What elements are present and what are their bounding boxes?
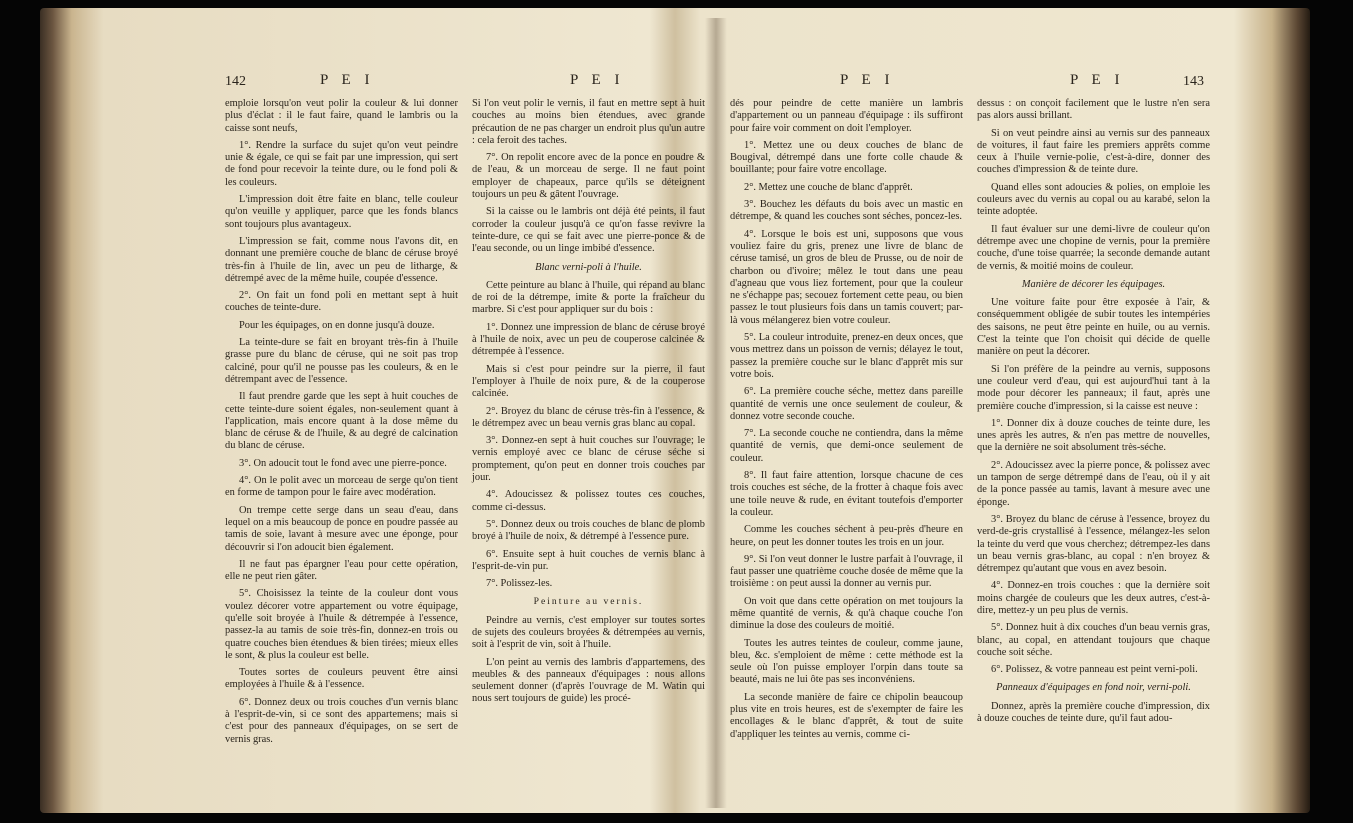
left-page-number: 142	[225, 74, 246, 89]
paragraph: 6°. La première couche séche, mettez dans pareille quantité de vernis une once seulement de couleur, & donnez votre seconde couche.	[730, 386, 963, 422]
paragraph: 6°. Ensuite sept à huit couches de vernis blanc à l'esprit-de-vin pur.	[472, 548, 705, 572]
paragraph: Comme les couches séchent à peu-près d'heure en heure, on peut les donner toutes les trois en un jour.	[730, 524, 963, 548]
paragraph: 5°. Donnez deux ou trois couches de blanc de plomb broyé à l'huile de noix, & détrempé à l'essence pure.	[472, 518, 705, 543]
left-column-2	[472, 98, 705, 751]
paragraph: La seconde manière de faire ce chipolin beaucoup plus vite en trois heures, est de s'exempter de faire les encollages & le blanc d'apprêt, & tout de suite d'appliquer les teintes au vernis, comme ci-	[730, 691, 963, 740]
paragraph: 9°. Si l'on veut donner le lustre parfait à l'ouvrage, il faut passer une quatrième couche dosée de même que la troisième : on peut aussi la donner au vernis pur.	[730, 553, 963, 590]
book-gutter	[705, 18, 727, 808]
paragraph: Il faut prendre garde que les sept à huit couches de cette teinte-dure soient égales, non-seulement quant à l'application, mais encore quant à la dose même du blanc de céruse & de l'huile, & au degré de calcination du blanc de céruse.	[225, 391, 458, 452]
right-column-1	[730, 98, 963, 746]
paragraph: L'impression se fait, comme nous l'avons dit, en donnant une première couche de blanc de céruse broyé très-fin à l'huile de lin, avec un peu de litharge, & détrempé avec de la même huile, coupée d'essence.	[225, 235, 458, 284]
paragraph: Toutes les autres teintes de couleur, comme jaune, bleu, &c. s'emploient de même : cette méthode est la seule où l'on puisse employer l'orpin dans toute sa beauté, mais ne lui ôte pas ses inconvéniens.	[730, 637, 963, 686]
paragraph: Si l'on veut polir le vernis, il faut en mettre sept à huit couches au moins bien étendues, avec grande précaution de ne pas charger un endroit plus qu'un autre : cela feroit des taches.	[472, 98, 705, 146]
paragraph: 4°. Adoucissez & polissez toutes ces couches, comme ci-dessus.	[472, 489, 705, 513]
paragraph: L'on peint au vernis des lambris d'appartemens, des meubles & des panneaux d'équipages : nous allons seulement donner (d'après l'ouvrage de M. Watin qui nous sert toujours de guide) les procé-	[472, 656, 705, 705]
paragraph: 1°. Rendre la surface du sujet qu'on veut peindre unie & égale, ce qui se fait par une impression, qui sert de fond pour recevoir la teinte dure, ou le fond poli & les couleurs.	[225, 139, 458, 188]
paragraph: 4°. Lorsque le bois est uni, supposons que vous vouliez faire du gris, prenez une livre de blanc de céruse tamisé, un gros de bleu de Prusse, ou de noir de charbon ou d'ivoire; mêlez le tout dans une peau d'agneau que vous liez fortement, pour que la couleur ne s'échappe pas; secouez fortement cette peau, ou bien passez le tout plusieurs fois dans un tamis couvert; par-là vous mélangerez bien votre couleur.	[730, 228, 963, 326]
paragraph: Donnez, après la première couche d'impression, dix à douze couches de teinte dure, qu'il faut adou-	[977, 700, 1210, 725]
left-column-1	[225, 98, 458, 751]
paragraph: Panneaux d'équipages en fond noir, verni-poli.	[996, 682, 1191, 694]
open-book	[40, 8, 1310, 813]
paragraph: Quand elles sont adoucies & polies, on emploie les couleurs avec du vernis au copal ou au karabé, selon la teinte adoptée.	[977, 181, 1210, 218]
paragraph: Si on veut peindre ainsi au vernis sur des panneaux de voitures, il faut faire les premiers apprêts comme ceux à l'huile vernie-polie, c'est-à-dire, donner des couches d'impression & de teinte dure.	[977, 127, 1210, 176]
right-page-header	[730, 70, 1210, 92]
left-running-title-1: P E I	[320, 72, 375, 88]
paragraph: Pour les équipages, on en donne jusqu'à douze.	[239, 319, 435, 331]
paragraph: Mais si c'est pour peindre sur la pierre, il faut l'employer à l'huile de noix pure, & de la couperose calcinée.	[472, 363, 705, 400]
paragraph: 1°. Mettez une ou deux couches de blanc de Bougival, détrempé dans une forte colle chaude & bouillante; pour faire votre encollage.	[730, 139, 963, 176]
right-running-title-2: P E I	[1070, 72, 1125, 88]
paragraph: 5°. La couleur introduite, prenez-en deux onces, que vous mettrez dans un poisson de vernis; délayez le tout, passez la première couche sur le blanc d'apprêt mis sur votre bois.	[730, 332, 963, 380]
paragraph: Une voiture faite pour être exposée à l'air, & conséquemment obligée de subir toutes les intempéries des saisons, ne peut être peinte en huile, ou au vernis. C'est la teinte que l'on choisit qui décide de quelle manière on peut la décorer.	[977, 297, 1210, 358]
paragraph: dés pour peindre de cette manière un lambris d'appartement ou un panneau d'équipage : ils suffiront pour faire voir comment on doit l'employer.	[730, 98, 963, 134]
paragraph: Manière de décorer les équipages.	[1021, 278, 1166, 290]
paragraph: 1°. Donnez une impression de blanc de céruse broyé à l'huile de noix, avec un peu de couperose calcinée & détrempée à l'essence.	[472, 321, 705, 358]
paragraph: 4°. Donnez-en trois couches : que la dernière soit moins chargée de couleurs que les deux autres, c'est-à-dire, mettez-y un peu plus de vernis.	[977, 580, 1210, 616]
paragraph: On voit que dans cette opération on met toujours la même quantité de vernis, & qu'à chaque couche l'on diminue la dose des couleurs de moitié.	[730, 595, 963, 632]
right-column-2	[977, 98, 1210, 746]
paragraph: Si l'on préfère de la peindre au vernis, supposons une couleur verd d'eau, qui est aujourd'hui tant à la mode pour décorer les panneaux; il faut, après une première couche d'impression, si la caisse est neuve :	[977, 363, 1210, 412]
right-page-number: 143	[1183, 74, 1204, 89]
paragraph: 6°. Donnez deux ou trois couches d'un vernis blanc à l'esprit-de-vin, si ce sont des appartemens; mais si c'est pour des panneaux d'équipages, on se sert de vernis gras.	[225, 696, 458, 745]
paragraph: 7°. On repolit encore avec de la ponce en poudre & de l'eau, & un morceau de serge. Il ne faut point employer de chapeaux, parce qu'ils se déteignent toujours un peu & gâtent l'ouvrage.	[472, 152, 705, 201]
paragraph: On trempe cette serge dans un seau d'eau, dans lequel on a mis beaucoup de ponce en poudre passée au tamis de soie, lavant à mesure avec une éponge, pour découvrir si l'on adoucit bien également.	[225, 504, 458, 553]
paragraph: 4°. On le polit avec un morceau de serge qu'on tient en forme de tampon pour le faire avec modération.	[225, 475, 458, 499]
paragraph: emploie lorsqu'on veut polir la couleur & lui donner plus d'éclat : il le faut faire, quand le lambris ou la caisse sont neufs,	[225, 98, 458, 134]
paragraph: Il faut évaluer sur une demi-livre de couleur qu'on détrempe avec une chopine de vernis, pour la première couche, d'une toise quarrée; la seconde demande autant de vernis, & moitié moins de couleur.	[977, 223, 1210, 272]
paragraph: 3°. Donnez-en sept à huit couches sur l'ouvrage; le vernis employé avec ce blanc de céruse séche si promptement, qu'on peut en donner trois couches par jour.	[472, 435, 705, 484]
paragraph: 8°. Il faut faire attention, lorsque chacune de ces trois couches est séche, de la frotter à chaque fois avec une toile neuve & rude, en évitant toutefois d'emporter la couleur.	[730, 470, 963, 518]
left-running-title-2: P E I	[570, 72, 625, 88]
paragraph: 6°. Polissez, & votre panneau est peint verni-poli.	[991, 664, 1198, 676]
paragraph: 3°. Bouchez les défauts du bois avec un mastic en détrempe, & quand les couches sont séches, poncez-les.	[730, 199, 963, 223]
paragraph: Blanc verni-poli à l'huile.	[535, 261, 642, 273]
paragraph: 5°. Donnez huit à dix couches d'un beau vernis gras, blanc, au copal, en attendant toujours que chaque couche soit séche.	[977, 622, 1210, 658]
paragraph: Toutes sortes de couleurs peuvent être ainsi employées à l'huile & à l'essence.	[225, 667, 458, 691]
paragraph: 7°. Polissez-les.	[486, 578, 553, 590]
paragraph: 3°. On adoucit tout le fond avec une pierre-ponce.	[239, 457, 447, 469]
paragraph: dessus : on conçoit facilement que le lustre n'en sera pas alors aussi brillant.	[977, 98, 1210, 122]
paragraph: 2°. Broyez du blanc de céruse très-fin à l'essence, & le détrempez avec un beau vernis gras blanc au copal.	[472, 405, 705, 429]
paragraph: 7°. La seconde couche ne contiendra, dans la même quantité de vernis, que demi-once seulement de couleur.	[730, 428, 963, 464]
paragraph: 2°. Adoucissez avec la pierre ponce, & polissez avec un tampon de serge détrempé dans de l'eau, où il y ait de la ponce passée au tamis, lavant à mesure avec une éponge.	[977, 459, 1210, 508]
paragraph: 2°. Mettez une couche de blanc d'apprêt.	[744, 181, 913, 193]
paragraph: 3°. Broyez du blanc de céruse à l'essence, broyez du verd-de-gris crystallisé à l'essence, mélangez-les selon la teinte du verd que vous cherchez; détrempez-les dans un beau vernis gras-blanc, au copal : n'en broyez & détrempez qu'autant que vous en avez besoin.	[977, 513, 1210, 575]
paragraph: 5°. Choisissez la teinte de la couleur dont vous voulez décorer votre appartement ou votre équipage, qu'elle soit broyée à l'huile & détrempée à l'essence, passez-la au tamis de soie très-fin, donnez-en trois ou quatre couches bien étendues & bien tirées; mieux elles le sont, & plus la couleur est belle.	[225, 588, 458, 661]
paragraph: Il ne faut pas épargner l'eau pour cette opération, elle ne peut rien gâter.	[225, 558, 458, 583]
paragraph: Si la caisse ou le lambris ont déjà été peints, il faut corroder la couleur jusqu'à ce qu'on fasse revivre la teinte-dure, ce qui se fait avec une pierre-ponce & de l'eau seconde, ou un linge imbibé d'essence.	[472, 206, 705, 255]
right-running-title-1: P E I	[840, 72, 895, 88]
left-page-header	[225, 70, 705, 92]
paragraph: 1°. Donner dix à douze couches de teinte dure, les unes après les autres, & n'en pas mettre de nouvelles, que la dernière ne soit absolument très-séche.	[977, 417, 1210, 454]
paragraph: L'impression doit être faite en blanc, telle couleur qu'on veuille y appliquer, parce que les fonds blancs sont toujours plus avantageux.	[225, 194, 458, 230]
paragraph: Cette peinture au blanc à l'huile, qui répand au blanc de roi de la détrempe, imite & porte la fraîcheur du marbre. Si c'est pour appliquer sur du bois :	[472, 279, 705, 316]
paragraph: La teinte-dure se fait en broyant très-fin à l'huile grasse pure du blanc de céruse, qui ne soit pas trop calciné, pour qu'il ne pousse pas les couleurs, & en le détrempant avec de l'essence.	[225, 337, 458, 385]
paragraph: 2°. On fait un fond poli en mettant sept à huit couches de teinte-dure.	[225, 290, 458, 314]
paragraph: Peindre au vernis, c'est employer sur toutes sortes de sujets des couleurs broyées & détrempées au vernis, soit à l'esprit de vin, soit à l'huile.	[472, 614, 705, 651]
paragraph: Peinture au vernis.	[533, 596, 644, 608]
